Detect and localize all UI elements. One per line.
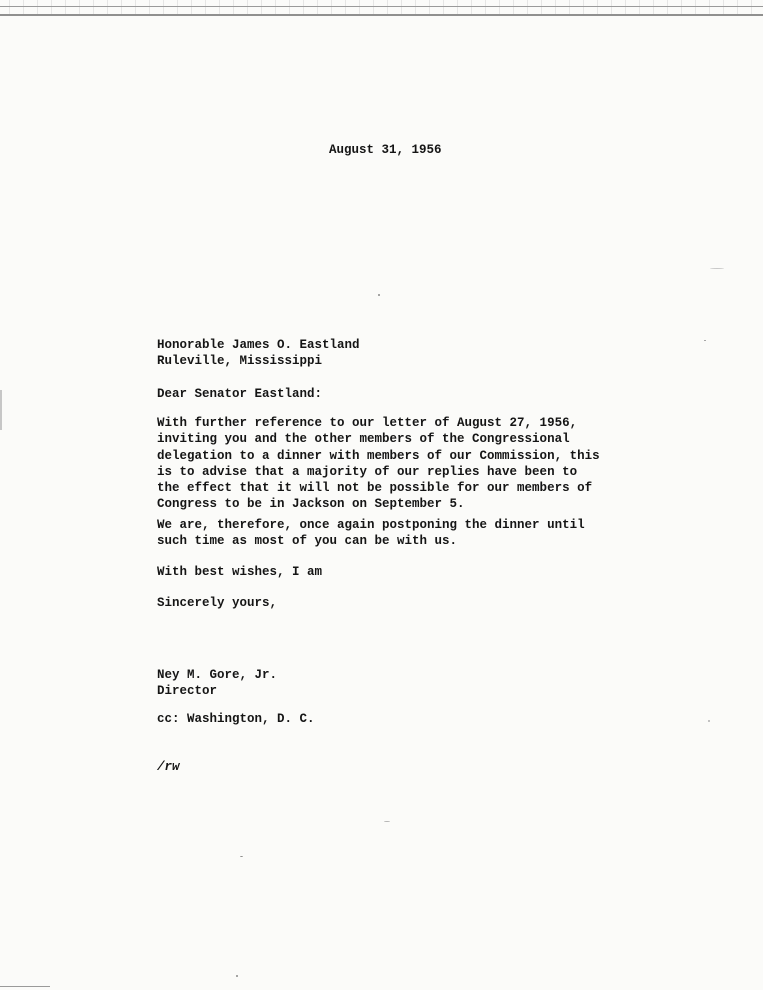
scan-speck [378,294,380,296]
signer-title: Director [157,684,218,699]
body-line: With further reference to our letter of August 27, 1956, [157,416,578,430]
body-line: We are, therefore, once again postponing the dinner until [157,518,585,532]
scan-edge-line [0,6,763,7]
scan-speck [704,340,706,341]
body-line: such time as most of you can be with us. [157,534,458,549]
letter-date: August 31, 1956 [329,143,442,157]
body-line: Congress to be in Jackson on September 5. [157,497,465,512]
body-line: delegation to a dinner with members of our Commission, this [157,448,600,463]
scan-speck [240,856,243,857]
body-line: is to advise that a majority of our replies have been to [157,464,578,479]
body-line: the effect that it will not be possible for our members of [157,481,593,496]
complimentary-close: Sincerely yours, [157,596,278,610]
recipient-location: Ruleville, Mississippi [157,354,323,369]
scan-top-edge [0,0,763,16]
cc-line: cc: Washington, D. C. [157,712,315,726]
body-paragraph-2 [157,517,585,550]
recipient-name: Honorable James O. Eastland [157,338,360,352]
scan-speck [384,821,390,822]
scan-speck [0,986,50,987]
scan-speck [708,720,710,722]
body-paragraph-1 [157,415,600,513]
signature-block [157,667,277,700]
recipient-address [157,337,360,370]
closing-phrase: With best wishes, I am [157,565,323,579]
salutation: Dear Senator Eastland: [157,387,323,401]
scan-speck [236,975,238,977]
typist-initials: /rw [157,760,180,774]
signer-name: Ney M. Gore, Jr. [157,668,278,682]
body-line: inviting you and the other members of the Congressional [157,432,570,447]
scan-speck [710,268,724,269]
scan-speck [0,390,2,430]
